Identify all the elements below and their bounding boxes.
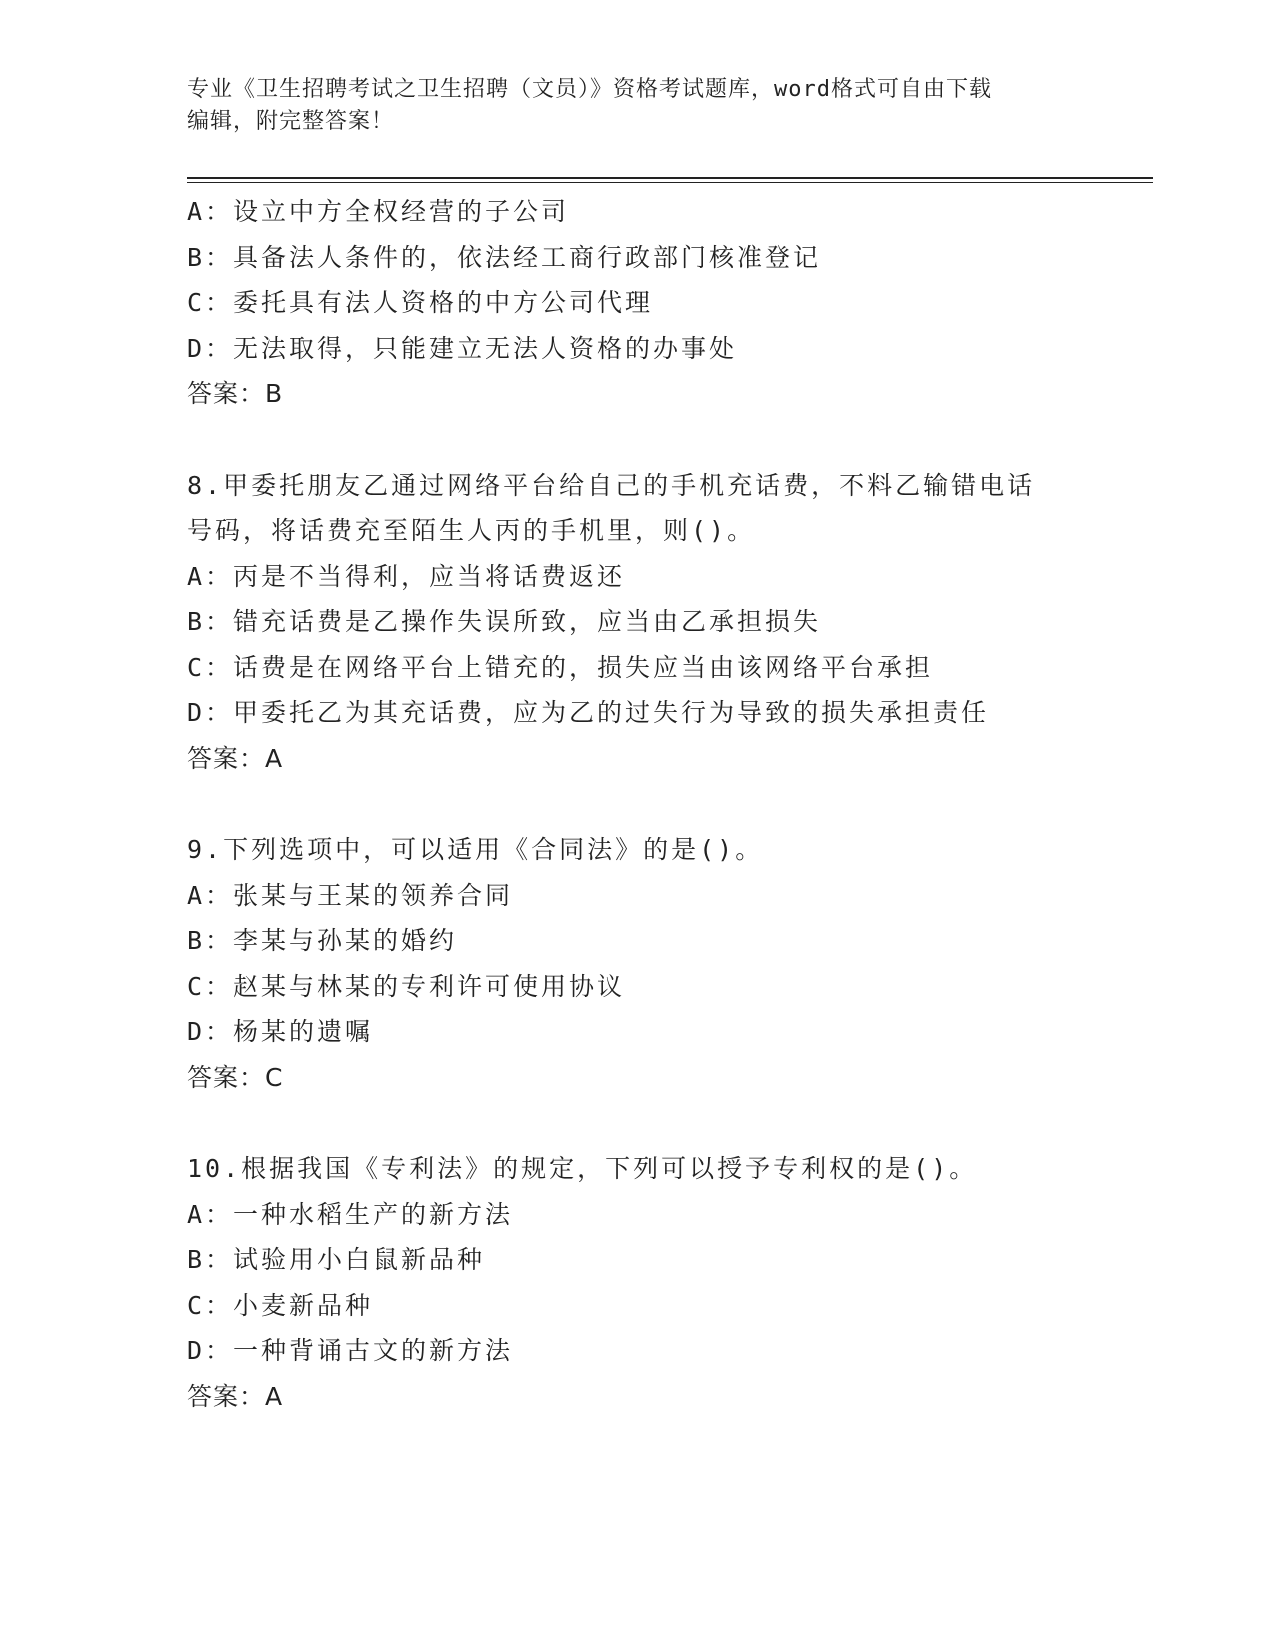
- question-stem: 号码，将话费充至陌生人丙的手机里，则()。: [187, 516, 756, 545]
- question-stem: 8.甲委托朋友乙通过网络平台给自己的手机充话费，不料乙输错电话: [187, 470, 1036, 500]
- question-7-continued: [187, 189, 1153, 417]
- option-a: A：一种水稻生产的新方法: [187, 1199, 514, 1229]
- option-b: B：李某与孙某的婚约: [187, 926, 458, 955]
- option-b: B：错充话费是乙操作失误所致，应当由乙承担损失: [187, 607, 822, 636]
- spacer: [187, 417, 1153, 463]
- option-b: B：试验用小白鼠新品种: [187, 1245, 486, 1274]
- option-d: D：杨某的遗嘱: [187, 1017, 374, 1046]
- answer-line: 答案：B: [187, 379, 284, 408]
- answer-line: 答案：A: [187, 1381, 284, 1411]
- option-c: C：赵某与林某的专利许可使用协议: [187, 971, 626, 1001]
- spacer: [187, 1100, 1153, 1146]
- option-a: A：张某与王某的领养合同: [187, 880, 514, 910]
- answer-line: 答案：A: [187, 743, 284, 773]
- option-c: C：话费是在网络平台上错充的，损失应当由该网络平台承担: [187, 652, 934, 682]
- option-a: A：丙是不当得利，应当将话费返还: [187, 561, 626, 591]
- option-d: D：一种背诵古文的新方法: [187, 1336, 514, 1365]
- option-d: D：无法取得，只能建立无法人资格的办事处: [187, 333, 738, 363]
- option-d: D：甲委托乙为其充话费，应为乙的过失行为导致的损失承担责任: [187, 698, 990, 727]
- question-8: [187, 463, 1153, 782]
- question-content: [187, 189, 1153, 1419]
- option-b: B：具备法人条件的，依法经工商行政部门核准登记: [187, 242, 822, 272]
- option-c: C：小麦新品种: [187, 1290, 374, 1320]
- question-9: [187, 827, 1153, 1100]
- document-header: [187, 74, 1087, 138]
- question-10: [187, 1146, 1153, 1419]
- header-line-2: 编辑，附完整答案！: [187, 109, 395, 134]
- question-stem: 9.下列选项中，可以适用《合同法》的是()。: [187, 835, 764, 864]
- header-line-1: 专业《卫生招聘考试之卫生招聘（文员）》资格考试题库，word格式可自由下载: [187, 77, 992, 102]
- option-c: C：委托具有法人资格的中方公司代理: [187, 288, 654, 317]
- question-stem: 10.根据我国《专利法》的规定，下列可以授予专利权的是()。: [187, 1154, 978, 1183]
- header-divider-thin: [187, 182, 1153, 183]
- option-a: A：设立中方全权经营的子公司: [187, 197, 570, 226]
- spacer: [187, 781, 1153, 827]
- answer-line: 答案：C: [187, 1062, 284, 1092]
- header-divider-thick: [187, 177, 1153, 179]
